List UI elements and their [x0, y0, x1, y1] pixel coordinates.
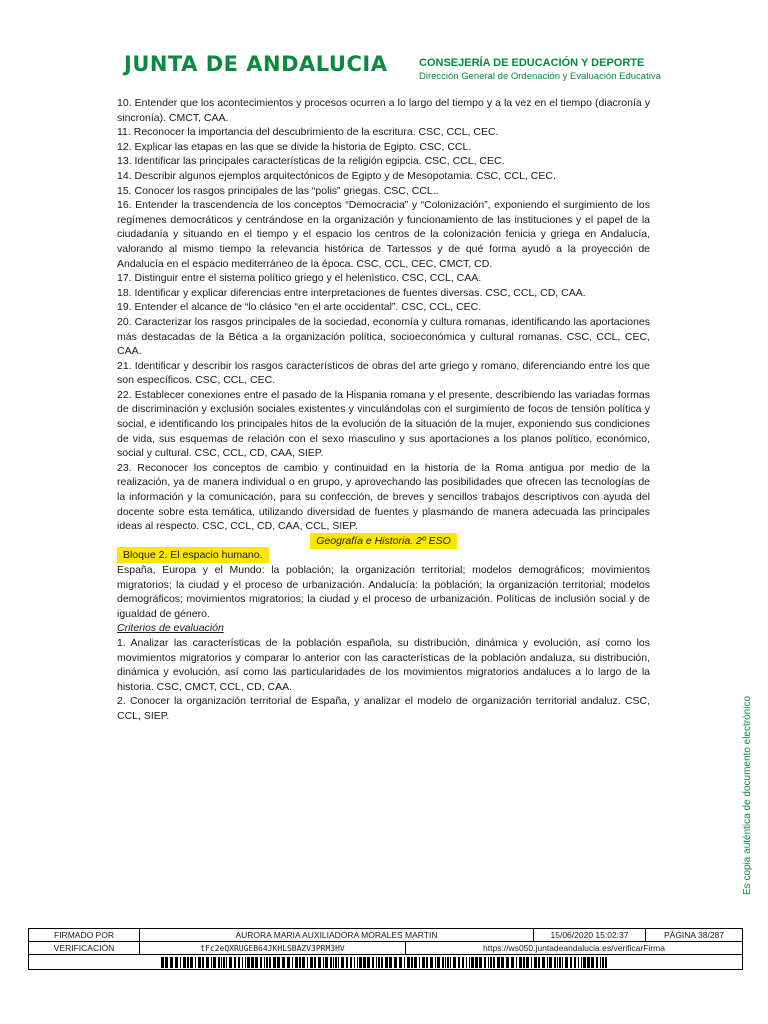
criterion-item: 14. Describir algunos ejemplos arquitectónicos de Egipto y de Mesopotamia. CSC, CCL, CEC. — [117, 169, 556, 182]
document-body — [117, 96, 650, 724]
verification-link[interactable]: https://ws050.juntadeandalucia.es/verificarFirma — [483, 943, 665, 953]
section-heading — [117, 534, 650, 549]
barcode-image — [29, 955, 742, 969]
page-number: PÁGINA 38/287 — [663, 930, 724, 940]
criterion-item: 11. Reconocer la importancia del descubrimiento de la escritura. CSC, CCL, CEC. — [117, 126, 499, 139]
criterion-item: 10. Entender que los acontecimientos y procesos ocurren a lo largo del tiempo y a la vez en el tiempo (diacronía y sincronía). CMCT, CAA. — [117, 97, 650, 124]
verification-label: VERIFICACIÓN — [29, 942, 140, 954]
footer-row-barcode — [29, 955, 742, 969]
org-title: CONSEJERÍA DE EDUCACIÓN Y DEPORTE — [419, 57, 645, 69]
criterion-item: 19. Entender el alcance de “lo clásico “en el arte occidental”. CSC, CCL, CEC. — [117, 301, 482, 314]
criterion-item: 1. Analizar las características de la población española, su distribución, dinámica y evolución, así como los movimientos migratorios y comparar lo anterior con las características de la población andaluza, su distribución, dinámica y evolución, así como las particularidades de los movimientos migratorios andaluces a lo largo de la historia. CSC, CMCT, CCL, CD, CAA. — [117, 636, 650, 693]
criterion-item: 20. Caracterizar los rasgos principales de la sociedad, economía y cultura romanas, identificando las aportaciones más destacadas de la Bética a la organización política, socioeconómica y cultural romanas. CSC, CCL, CEC, CAA. — [117, 315, 650, 358]
barcode-graphic — [161, 957, 611, 968]
authenticity-note: Es copia auténtica de documento electrónico — [742, 695, 753, 895]
footer-row-verification — [29, 942, 742, 955]
footer-row-signed — [29, 929, 742, 942]
criterion-item: 15. Conocer los rasgos principales de las “polis” griegas. CSC, CCL.. — [117, 184, 439, 197]
criterion-item: 22. Establecer conexiones entre el pasado de la Hispania romana y el presente, describiendo las variadas formas de discriminación y exclusión sociales existentes y vinculándolas con el surgimiento de focos de tensión política y social, e identificando los principales hitos de la evolución de la situación de la mujer, exponiendo sus condiciones de vida, sus esquemas de relación con el sexo masculino y sus aportaciones a los planos político, económico, social y cultural. CSC, CCL, CD, CAA, SIEP. — [117, 388, 650, 460]
signature-footer — [28, 928, 743, 970]
criterion-item: 2. Conocer la organización territorial de España, y analizar el modelo de organización territorial andaluz. CSC, CCL, SIEP. — [117, 695, 650, 722]
criterion-item: 23. Reconocer los conceptos de cambio y continuidad en la historia de la Roma antigua por medio de la realización, ya de manera individual o en grupo, y aprovechando las posibilidades que ofrecen las tecnologías de la información y la comunicación, para su confección, de breves y sencillos trabajos descriptivos con ayuda del docente sobre esta temática, utilizando diversidad de fuentes y plasmando de manera adecuada las principales ideas al respecto. CSC, CCL, CD, CAA, CCL, SIEP. — [117, 461, 650, 533]
org-header — [419, 57, 661, 82]
org-subtitle: Dirección General de Ordenación y Evaluación Educativa — [419, 71, 661, 82]
bloque-title: Bloque 2. El espacio humano. — [117, 547, 269, 563]
criterion-item: 17. Distinguir entre el sistema político griego y el helenístico. CSC, CCL, CAA. — [117, 272, 482, 285]
section-title: Geografía e Historia. 2º ESO — [310, 533, 457, 549]
criterion-item: 21. Identificar y describir los rasgos característicos de obras del arte griego y romano, diferenciando entre los que son específicos. CSC, CCL, CEC. — [117, 359, 650, 387]
criterion-item: 12. Explicar las etapas en las que se divide la historia de Egipto. CSC, CCL. — [117, 140, 472, 153]
signature-date: 15/06/2020 15:02:37 — [534, 929, 646, 941]
signed-label: FIRMADO POR — [29, 929, 140, 941]
bloque-text: España, Europa y el Mundo: la población; la organización territorial; modelos demográficos; movimientos migratorios; la ciudad y el proceso de urbanización. Andalucía: la población; la organización territorial; modelos demográficos; movimientos migratorios; la ciudad y el proceso de urbanización. Políticas de inclusión social y de igualdad de género. — [117, 564, 650, 620]
criterios-title: Criterios de evaluación — [117, 622, 224, 635]
verification-code: tFc2eQXRUGEB64JKHLSBAZV3PRM3HV — [140, 942, 406, 954]
signer-name: AURORA MARIA AUXILIADORA MORALES MARTIN — [140, 929, 534, 941]
junta-logo: JUNTA DE ANDALUCIA — [124, 52, 388, 76]
criterion-item: 16. Entender la trascendencia de los conceptos “Democracia” y “Colonización”, exponiendo el surgimiento de los regímenes democráticos y centrándose en la organización y funcionamiento de las instituciones y el papel de la ciudadanía y situando en el tiempo y el espacio los centros de la colonización fenicia y griega en Andalucía, valorando al mismo tiempo la relevancia histórica de Tartessos y de qué forma ayudó a la proyección de Andalucía en el espacio mediterráneo de la época. CSC, CCL, CEC, CMCT, CD. — [117, 199, 650, 270]
criterion-item: 13. Identificar las principales características de la religión egipcia. CSC, CCL, CEC. — [117, 155, 505, 168]
criterion-item: 18. Identificar y explicar diferencias entre interpretaciones de fuentes diversas. CSC, CCL, CD, CAA. — [117, 286, 586, 299]
bloque-heading — [117, 548, 650, 563]
